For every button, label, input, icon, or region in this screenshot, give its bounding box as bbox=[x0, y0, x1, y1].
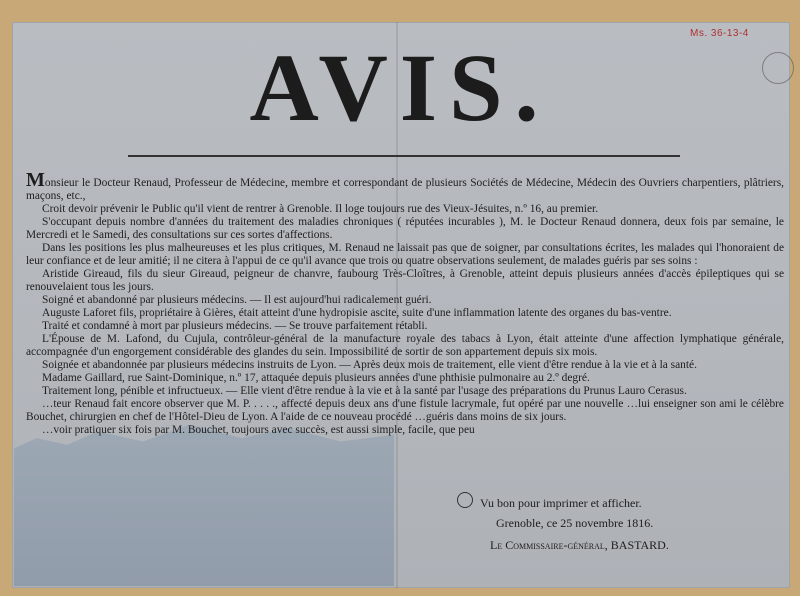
title-rule bbox=[128, 155, 680, 157]
case-paragraph: Auguste Laforet fils, propriétaire à Gières, était atteint d'une hydropisie ascite, suite d'une inflammation latente des organes du bas-ventre. bbox=[42, 307, 672, 319]
case-paragraph: Soigné et abandonné par plusieurs médecins. — Il est aujourd'hui radicalement guéri. bbox=[42, 294, 432, 306]
paragraph: Croit devoir prévenir le Public qu'il vient de rentrer à Grenoble. Il loge toujours rue des Vieux-Jésuites, n.º 16, au premier. bbox=[42, 203, 599, 215]
drop-cap: M bbox=[26, 169, 45, 191]
paragraph: S'occupant depuis nombre d'années du traitement des maladies chroniques ( réputées incurables ), M. le Docteur Renaud donnera, deux fois par semaine, le Mercredi et le Samedi, des consultations sur ces sortes d'affections. bbox=[26, 216, 784, 241]
case-paragraph: …teur Renaud fait encore observer que M. P. . . . ., affecté depuis deux ans d'une fistule lacrymale, fut opéré par une nouvelle …lui enseigner son ami le célèbre Bouchet, chirurgien en chef de l'Hôtel-Dieu de Lyon. A l'aide de ce nouveau procédé …guéris dans moins de six jours. bbox=[26, 398, 784, 423]
poster-title: AVIS. bbox=[249, 34, 551, 141]
torn-paper-area bbox=[14, 418, 394, 586]
intro-text: onsieur le Docteur Renaud, Professeur de Médecine, membre et correspondant de plusieurs Sociétés de Médecine, Médecin des Ouvriers charpentiers, plâtriers, maçons, etc., bbox=[26, 177, 784, 202]
paragraph-intro bbox=[26, 169, 784, 203]
approval-line: Vu bon pour imprimer et afficher. bbox=[480, 496, 642, 510]
signature: Le Commissaire-général, BASTARD. bbox=[490, 538, 669, 552]
case-paragraph: Madame Gaillard, rue Saint-Dominique, n.º 17, attaquée depuis plusieurs années d'une phthisie pulmonaire au 2.º degré. bbox=[42, 372, 590, 384]
paragraph: Dans les positions les plus malheureuses et les plus critiques, M. Renaud ne laissait pas que de soigner, par consultations écrites, les malades qui l'honoraient de leur confiance et de leur amitié; il ne citera à l'appui de ce qu'il avance que trois ou quatre observations seulement, de malades guéris par ses soins : bbox=[26, 242, 784, 267]
archive-reference: Ms. 36-13-4 bbox=[690, 28, 749, 39]
case-paragraph: Soignée et abandonnée par plusieurs médecins instruits de Lyon. — Après deux mois de traitement, elle vient d'être rendue à la vie et à la santé. bbox=[42, 359, 697, 371]
case-paragraph: L'Épouse de M. Lafond, du Cujula, contrôleur-général de la manufacture royale des tabacs à Lyon, était atteinte d'une affection lymphatique générale, accompagnée d'un engorgement considérable des glandes du sein. Impossibilité de sortir de son appartement depuis six mois. bbox=[26, 333, 784, 358]
case-paragraph: …voir pratiquer six fois par M. Bouchet, toujours avec succès, est aussi simple, facile, que peu bbox=[42, 424, 475, 436]
case-paragraph: Traitement long, pénible et infructueux. — Elle vient d'être rendue à la vie et à la santé par l'usage des préparations du Prunus Lauro Cerasus. bbox=[42, 385, 687, 397]
seal-icon bbox=[457, 492, 473, 508]
case-paragraph: Aristide Gireaud, fils du sieur Gireaud, peigneur de chanvre, faubourg Très-Cloîtres, à Grenoble, atteint depuis plusieurs années d'accès épileptiques qui se renouvelaient tous les jours. bbox=[26, 268, 784, 293]
case-paragraph: Traité et condamné à mort par plusieurs médecins. — Se trouve parfaitement rétabli. bbox=[42, 320, 428, 332]
poster-body bbox=[26, 169, 784, 437]
date-line: Grenoble, ce 25 novembre 1816. bbox=[496, 516, 654, 530]
